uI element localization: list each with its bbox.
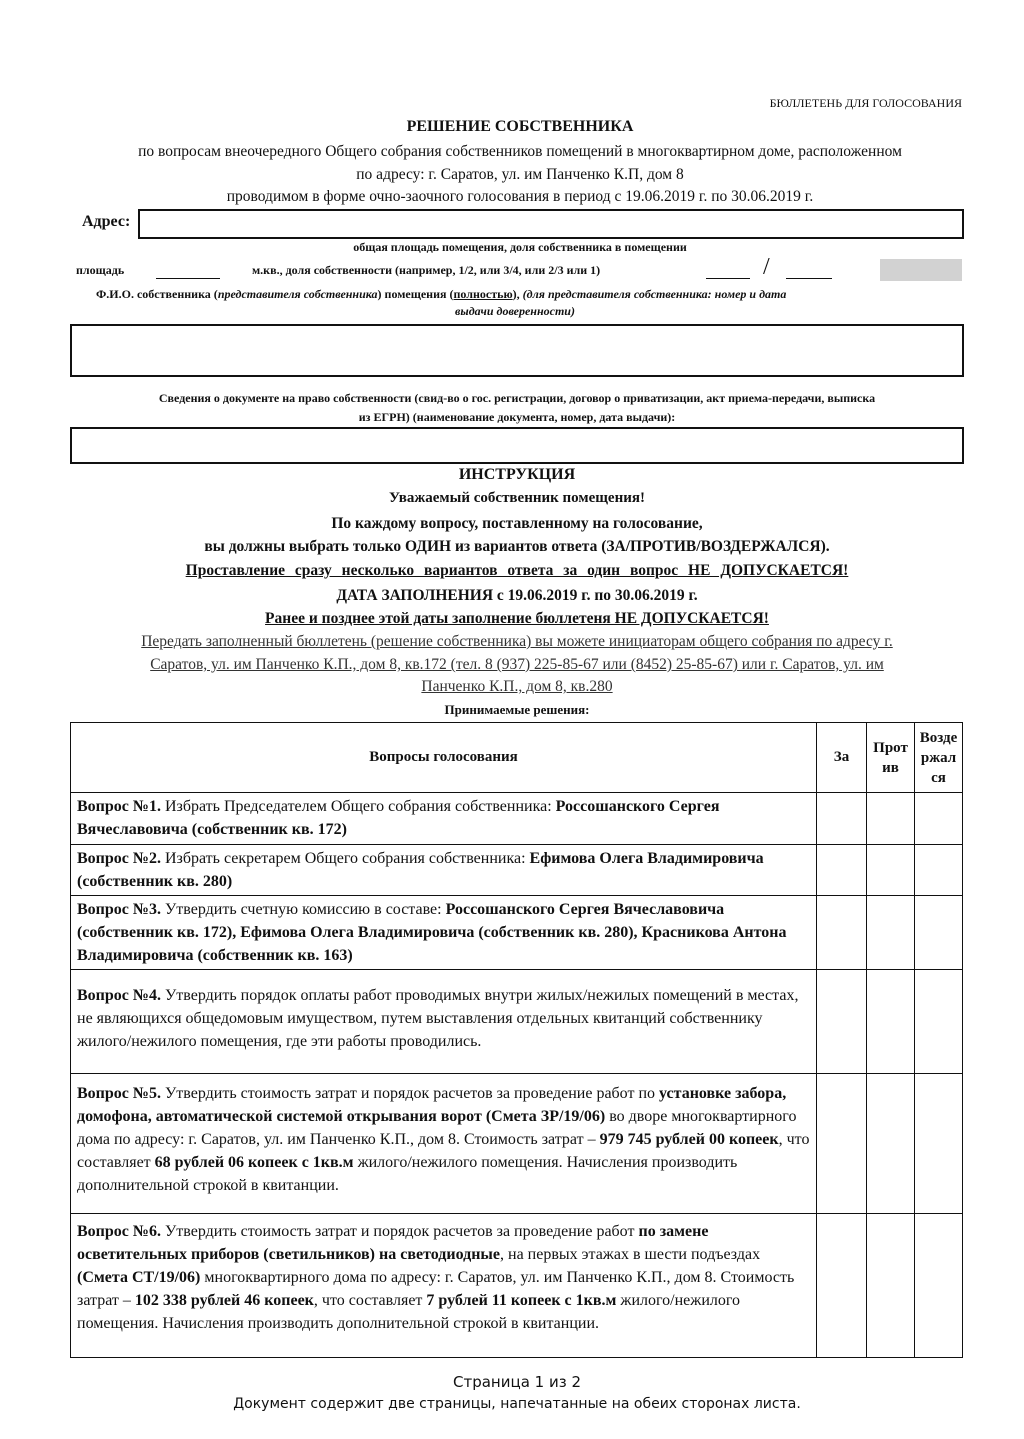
address-field[interactable] [138, 209, 964, 239]
vote-abstain-1[interactable] [915, 793, 963, 845]
vote-against-2[interactable] [867, 845, 915, 896]
question-1: Вопрос №1. Избрать Председателем Общего собрания собственника: Россошанского Сергея Вячеславовича (собственник кв. 172) [71, 793, 817, 845]
table-row [71, 1074, 963, 1214]
vote-for-2[interactable] [817, 845, 867, 896]
instruction-warning: Ранее и позднее этой даты заполнение бюллетеня НЕ ДОПУСКАЕТСЯ! [265, 610, 769, 627]
vote-for-6[interactable] [817, 1214, 867, 1358]
table-row [71, 970, 963, 1074]
document-info-label: Сведения о документе на право собственности (свид-во о гос. регистрации, договор о приватизации, акт приема-передачи, выписка [158, 391, 876, 405]
fio-label-line-2: выдачи доверенности) [455, 304, 575, 318]
instruction-line-3: Проставление сразу несколько вариантов ответа за один вопрос НЕ ДОПУСКАЕТСЯ! [185, 562, 849, 579]
column-abstain: Возде ржал ся [915, 723, 963, 793]
vote-abstain-4[interactable] [915, 970, 963, 1074]
vote-for-3[interactable] [817, 896, 867, 970]
decisions-heading: Принимаемые решения: [444, 702, 590, 717]
table-header-row [71, 723, 963, 793]
vote-against-3[interactable] [867, 896, 915, 970]
table-row [71, 896, 963, 970]
vote-abstain-2[interactable] [915, 845, 963, 896]
footer-note: Документ содержит две страницы, напечатанные на обеих сторонах листа. [233, 1396, 801, 1412]
share-slash: / [763, 254, 770, 280]
table-row [71, 1214, 963, 1358]
instruction-greeting: Уважаемый собственник помещения! [389, 490, 645, 506]
address-label: Адрес: [82, 213, 131, 230]
column-against: Прот ив [867, 723, 915, 793]
vote-against-5[interactable] [867, 1074, 915, 1214]
instruction-line-2: вы должны выбрать только ОДИН из вариантов ответа (ЗА/ПРОТИВ/ВОЗДЕРЖАЛСЯ). [204, 538, 830, 555]
question-3: Вопрос №3. Утвердить счетную комиссию в составе: Россошанского Сергея Вячеславовича (собственник кв. 172), Ефимова Олега Владимировича (собственник кв. 280), Красникова Антона Владимировича (собственник кв. 163) [71, 896, 817, 970]
subtitle-line-3: проводимом в форме очно-заочного голосования в период с 19.06.2019 г. по 30.06.2019 г. [226, 188, 814, 205]
vote-abstain-6[interactable] [915, 1214, 963, 1358]
document-info-label-line-2: из ЕГРН) (наименование документа, номер, дата выдачи): [358, 410, 676, 424]
instruction-title: ИНСТРУКЦИЯ [458, 466, 576, 483]
instruction-delivery-line-3: Панченко К.П., дом 8, кв.280 [421, 678, 613, 695]
voting-table [70, 722, 963, 1358]
area-input[interactable] [156, 264, 220, 279]
page-number: Страница 1 из 2 [453, 1373, 581, 1391]
column-for: За [817, 723, 867, 793]
ballot-label: БЮЛЛЕТЕНЬ ДЛЯ ГОЛОСОВАНИЯ [769, 96, 962, 110]
fio-field[interactable] [70, 324, 964, 377]
fio-label: Ф.И.О. собственника (представителя собственника) помещения (полностью), (для представителя собственника: номер и дата [96, 287, 787, 301]
question-2: Вопрос №2. Избрать секретарем Общего собрания собственника: Ефимова Олега Владимировича (собственник кв. 280) [71, 845, 817, 896]
column-questions: Вопросы голосования [71, 723, 817, 793]
question-6: Вопрос №6. Утвердить стоимость затрат и порядок расчетов за проведение работ по замене осветительных приборов (светильников) на светодиодные, на первых этажах в шести подъездах (Смета СТ/19/06) многоквартирного дома по адресу: г. Саратов, ул. им Панченко К.П., дом 8. Стоимость затрат – 102 338 рублей 46 копеек, что составляет 7 рублей 11 копеек с 1кв.м жилого/нежилого помещения. Начисления производить дополнительной строкой в квитанции. [71, 1214, 817, 1358]
area-label: площадь [76, 263, 125, 277]
redacted-stamp [880, 259, 962, 281]
vote-against-6[interactable] [867, 1214, 915, 1358]
instruction-line-1: По каждому вопросу, поставленному на голосование, [331, 515, 703, 532]
share-label: м.кв., доля собственности (например, 1/2, или 3/4, или 2/3 или 1) [252, 263, 601, 277]
question-4: Вопрос №4. Утвердить порядок оплаты работ проводимых внутри жилых/нежилых помещений в местах, не являющихся общедомовым имуществом, путем выставления отдельных квитанций собственнику жилого/нежилого помещения, где эти работы проводились. [71, 970, 817, 1074]
table-row [71, 845, 963, 896]
vote-against-4[interactable] [867, 970, 915, 1074]
vote-abstain-5[interactable] [915, 1074, 963, 1214]
vote-abstain-3[interactable] [915, 896, 963, 970]
question-5: Вопрос №5. Утвердить стоимость затрат и порядок расчетов за проведение работ по установке забора, домофона, автоматической системой открывания ворот (Смета ЗР/19/06) во дворе многоквартирного дома по адресу: г. Саратов, ул. им Панченко К.П., дом 8. Стоимость затрат – 979 745 рублей 00 копеек, что составляет 68 рублей 06 копеек с 1кв.м жилого/нежилого помещения. Начисления производить дополнительной строкой в квитанции. [71, 1074, 817, 1214]
instruction-date: ДАТА ЗАПОЛНЕНИЯ с 19.06.2019 г. по 30.06.2019 г. [336, 587, 698, 604]
share-numerator-input[interactable] [706, 264, 750, 279]
vote-for-1[interactable] [817, 793, 867, 845]
share-denominator-input[interactable] [786, 264, 832, 279]
instruction-delivery-line-1: Передать заполненный бюллетень (решение собственника) вы можете инициаторам общего собрания по адресу г. [141, 633, 893, 650]
vote-for-4[interactable] [817, 970, 867, 1074]
instruction-delivery-line-2: Саратов, ул. им Панченко К.П., дом 8, кв.172 (тел. 8 (937) 225-85-67 или (8452) 25-85-67) или г. Саратов, ул. им [150, 656, 884, 673]
document-info-field[interactable] [70, 427, 964, 464]
subtitle-line-1: по вопросам внеочередного Общего собрания собственников помещений в многоквартирном доме, расположенном [138, 143, 902, 160]
area-heading: общая площадь помещения, доля собственника в помещении [353, 240, 687, 254]
table-row [71, 793, 963, 845]
document-title: РЕШЕНИЕ СОБСТВЕННИКА [406, 118, 634, 135]
subtitle-line-2: по адресу: г. Саратов, ул. им Панченко К.П, дом 8 [356, 166, 684, 183]
vote-against-1[interactable] [867, 793, 915, 845]
vote-for-5[interactable] [817, 1074, 867, 1214]
